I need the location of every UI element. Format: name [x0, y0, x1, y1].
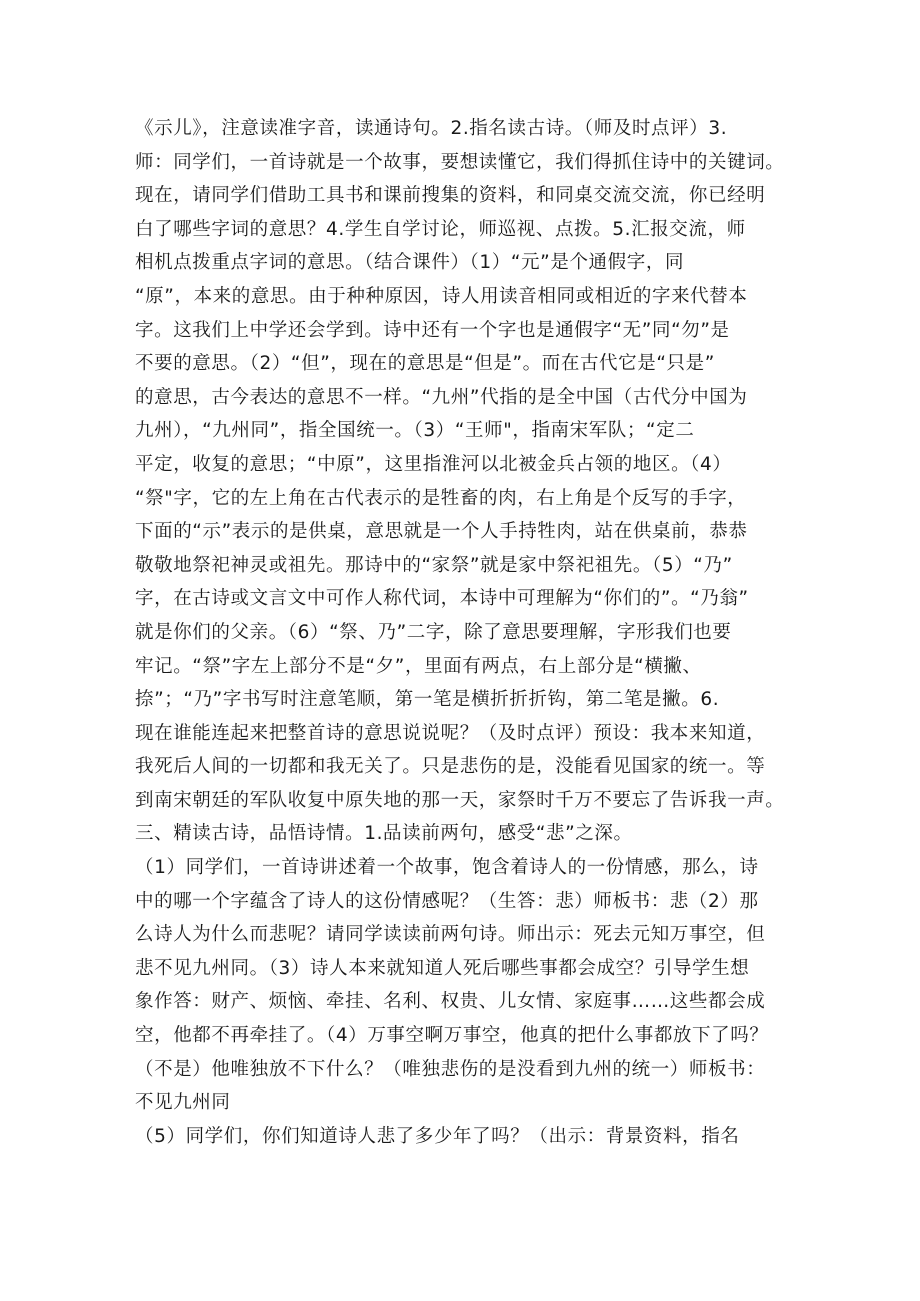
- text-line: 我死后人间的一切都和我无关了。只是悲伤的是，没能看见国家的统一。等: [135, 756, 766, 778]
- text-line: 《示儿》，注意读准字音，读通诗句。2.指名读古诗。（师及时点评）3.: [135, 118, 728, 139]
- text-line: 白了哪些字词的意思？4.学生自学讨论，师巡视、点拨。5.汇报交流，师: [135, 218, 746, 240]
- text-line: 到南宋朝廷的军队收复中原失地的那一天，家祭时千万不要忘了告诉我一声。: [135, 789, 785, 811]
- text-line: 平定，收复的意思；“中原”，这里指淮河以北被金兵占领的地区。（4）: [135, 453, 732, 475]
- text-line: 悲不见九州同。（3）诗人本来就知道人死后哪些事都会成空？引导学生想: [135, 957, 750, 979]
- text-line: （1）同学们，一首诗讲述着一个故事，饱含着诗人的一份情感，那么，诗: [135, 857, 759, 879]
- text-line: 不要的意思。（2）“但”，现在的意思是“但是”。而在古代它是“只是”: [135, 353, 715, 375]
- text-line: 就是你们的父亲。（6）“祭、乃”二字，除了意思要理解，字形我们也要: [135, 621, 732, 643]
- text-line: （5）同学们，你们知道诗人悲了多少年了吗？（出示：背景资料，指名: [135, 1125, 740, 1147]
- text-line: 九州），“九州同”，指全国统一。（3）“王师"，指南宋军队；“定二: [135, 420, 695, 442]
- text-line: 下面的“示”表示的是供桌，意思就是一个人手持牲肉，站在供桌前，恭恭: [135, 521, 748, 543]
- section-heading-line: 三、精读古诗，品悟诗情。1.品读前两句，感受“悲”之深。: [135, 823, 633, 845]
- text-line: 捺”；“乃”字书写时注意笔顺，第一笔是横折折折钩，第二笔是撇。6.: [135, 689, 720, 711]
- text-line: “原”，本来的意思。由于种种原因，诗人用读音相同或相近的字来代替本: [135, 285, 748, 307]
- text-line: 么诗人为什么而悲呢？请同学读读前两句诗。师出示：死去元知万事空，但: [135, 924, 766, 946]
- text-line: （不是）他唯独放不下什么？（唯独悲伤的是没看到九州的统一）师板书：: [135, 1058, 766, 1080]
- text-line: 敬敬地祭祀神灵或祖先。那诗中的“家祭”就是家中祭祀祖先。（5）“乃”: [135, 554, 733, 576]
- text-line: 象作答：财产、烦恼、牵挂、名利、权贵、儿女情、家庭事……这些都会成: [135, 991, 766, 1013]
- text-line: 现在，请同学们借助工具书和课前搜集的资料，和同桌交流交流，你已经明: [135, 185, 766, 207]
- text-line: 不见九州同: [135, 1092, 231, 1114]
- text-line: 牢记。“祭”字左上部分不是“夕”，里面有两点，右上部分是“横撇、: [135, 655, 702, 677]
- text-line: 的意思，古今表达的意思不一样。“九州”代指的是全中国（古代分中国为: [135, 386, 748, 408]
- text-line: 字，在古诗或文言文中可作人称代词，本诗中可理解为“你们的”。“乃翁”: [135, 588, 749, 610]
- body-text: [135, 112, 815, 1153]
- text-line: 相机点拨重点字词的意思。（结合课件）（1）“元”是个通假字，同: [135, 252, 685, 274]
- text-line: 字。这我们上中学还会学到。诗中还有一个字也是通假字“无”同“勿”是: [135, 319, 730, 341]
- text-line: 现在谁能连起来把整首诗的意思说说呢？（及时点评）预设：我本来知道，: [135, 722, 766, 744]
- text-line: 空，他都不再牵挂了。（4）万事空啊万事空，他真的把什么事都放下了吗？: [135, 1025, 769, 1047]
- text-line: 中的哪一个字蕴含了诗人的这份情感呢？（生答：悲）师板书：悲（2）那: [135, 890, 759, 912]
- text-line: “祭"字，它的左上角在古代表示的是牲畜的肉，右上角是个反写的手字，: [135, 487, 747, 509]
- text-line: 师：同学们，一首诗就是一个故事，要想读懂它，我们得抓住诗中的关键词。: [135, 151, 785, 173]
